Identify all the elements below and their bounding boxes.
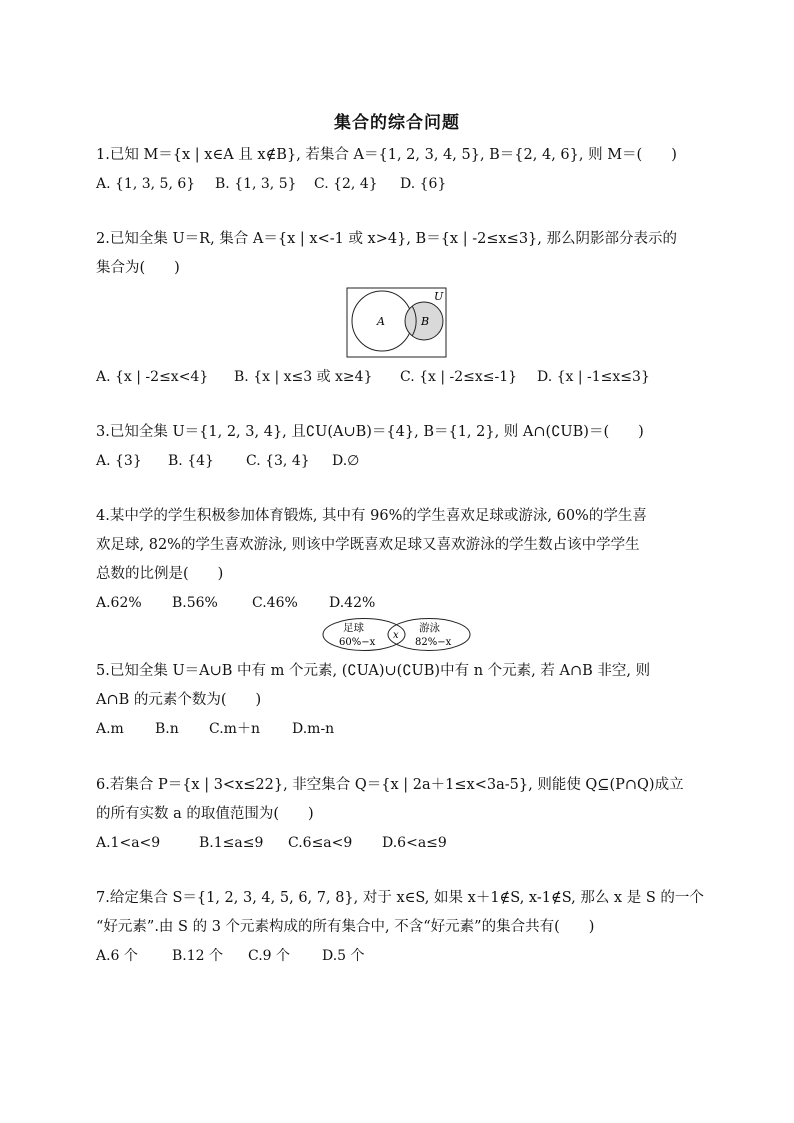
q3-stem: 3.已知全集 U＝{1, 2, 3, 4}, 且∁U(A∪B)＝{4}, B＝{1, 2}, 则 A∩(∁UB)＝( ) bbox=[96, 424, 644, 440]
q7-options bbox=[96, 946, 396, 966]
label-b: B bbox=[421, 315, 430, 328]
q5-option-a: A.m bbox=[96, 721, 124, 737]
q5-option-c: C.m＋n bbox=[209, 721, 260, 737]
q6-option-a: A.1<a<9 bbox=[96, 835, 161, 851]
q5-stem-line2: A∩B 的元素个数为( ) bbox=[96, 692, 262, 708]
q3-option-d: D.∅ bbox=[332, 453, 360, 469]
q4-venn-diagram bbox=[321, 616, 473, 653]
q5-options bbox=[96, 719, 396, 739]
q6-option-c: C.6≤a<9 bbox=[288, 835, 353, 851]
q7-stem-line1: 7.给定集合 S＝{1, 2, 3, 4, 5, 6, 7, 8}, 对于 x∈S, 如果 x＋1∉S, x-1∉S, 那么 x 是 S 的一个 bbox=[96, 890, 704, 906]
intersection-label: x bbox=[393, 630, 399, 641]
q1-option-a: A. {1, 3, 5, 6} bbox=[96, 176, 196, 192]
page-title: 集合的综合问题 bbox=[334, 113, 460, 133]
q6-options bbox=[96, 833, 496, 853]
swimming-label: 游泳 bbox=[419, 622, 440, 634]
q2-stem-line2: 集合为( ) bbox=[96, 260, 180, 276]
football-label: 足球 bbox=[343, 622, 364, 634]
q7-stem-line2: “好元素”.由 S 的 3 个元素构成的所有集合中, 不含“好元素”的集合共有( ) bbox=[96, 919, 595, 935]
q4-stem-line3: 总数的比例是( ) bbox=[96, 566, 224, 582]
football-value: 60%−x bbox=[339, 637, 376, 648]
q2-option-d: D. {x | -1≤x≤3} bbox=[537, 369, 650, 385]
q6-stem-line1: 6.若集合 P＝{x | 3<x≤22}, 非空集合 Q＝{x | 2a＋1≤x<3a-5}, 则能使 Q⊆(P∩Q)成立 bbox=[96, 777, 684, 793]
q1-options bbox=[96, 174, 496, 194]
q1-option-c: C. {2, 4} bbox=[314, 176, 378, 192]
q6-stem-line2: 的所有实数 a 的取值范围为( ) bbox=[96, 806, 314, 822]
q2-options bbox=[96, 367, 696, 387]
q1-stem: 1.已知 M＝{x | x∈A 且 x∉B}, 若集合 A＝{1, 2, 3, 4, 5}, B＝{2, 4, 6}, 则 M＝( ) bbox=[96, 147, 677, 163]
q5-option-d: D.m-n bbox=[292, 721, 335, 737]
q2-option-a: A. {x | -2≤x<4} bbox=[96, 369, 209, 385]
q7-option-a: A.6 个 bbox=[96, 948, 138, 964]
q7-option-b: B.12 个 bbox=[172, 948, 224, 964]
q4-options bbox=[96, 593, 396, 613]
q2-option-c: C. {x | -2≤x≤-1} bbox=[400, 369, 518, 385]
q6-option-b: B.1≤a≤9 bbox=[199, 835, 264, 851]
q4-stem-line1: 4.某中学的学生积极参加体育锻炼, 其中有 96%的学生喜欢足球或游泳, 60%的学生喜 bbox=[96, 508, 647, 524]
label-a: A bbox=[377, 315, 385, 328]
q4-stem-line2: 欢足球, 82%的学生喜欢游泳, 则该中学既喜欢足球又喜欢游泳的学生数占该中学学生 bbox=[96, 537, 640, 553]
q4-option-b: B.56% bbox=[172, 595, 218, 611]
q3-option-b: B. {4} bbox=[168, 453, 214, 469]
q2-venn-diagram bbox=[346, 287, 447, 358]
q6-option-d: D.6<a≤9 bbox=[382, 835, 447, 851]
swimming-value: 82%−x bbox=[415, 637, 452, 648]
q4-option-c: C.46% bbox=[252, 595, 298, 611]
label-u: U bbox=[434, 290, 444, 303]
q1-option-d: D. {6} bbox=[400, 176, 447, 192]
q3-option-c: C. {3, 4} bbox=[246, 453, 310, 469]
q7-option-d: D.5 个 bbox=[322, 948, 365, 964]
q2-stem-line1: 2.已知全集 U＝R, 集合 A＝{x | x<-1 或 x>4}, B＝{x | -2≤x≤3}, 那么阴影部分表示的 bbox=[96, 231, 677, 247]
q1-option-b: B. {1, 3, 5} bbox=[215, 176, 297, 192]
q3-option-a: A. {3} bbox=[96, 453, 142, 469]
q5-option-b: B.n bbox=[155, 721, 179, 737]
q5-stem-line1: 5.已知全集 U＝A∪B 中有 m 个元素, (∁UA)∪(∁UB)中有 n 个元素, 若 A∩B 非空, 则 bbox=[96, 663, 651, 679]
q7-option-c: C.9 个 bbox=[248, 948, 291, 964]
q4-option-a: A.62% bbox=[96, 595, 142, 611]
q3-options bbox=[96, 451, 396, 471]
q2-option-b: B. {x | x≤3 或 x≥4} bbox=[234, 369, 373, 385]
q4-option-d: D.42% bbox=[329, 595, 376, 611]
